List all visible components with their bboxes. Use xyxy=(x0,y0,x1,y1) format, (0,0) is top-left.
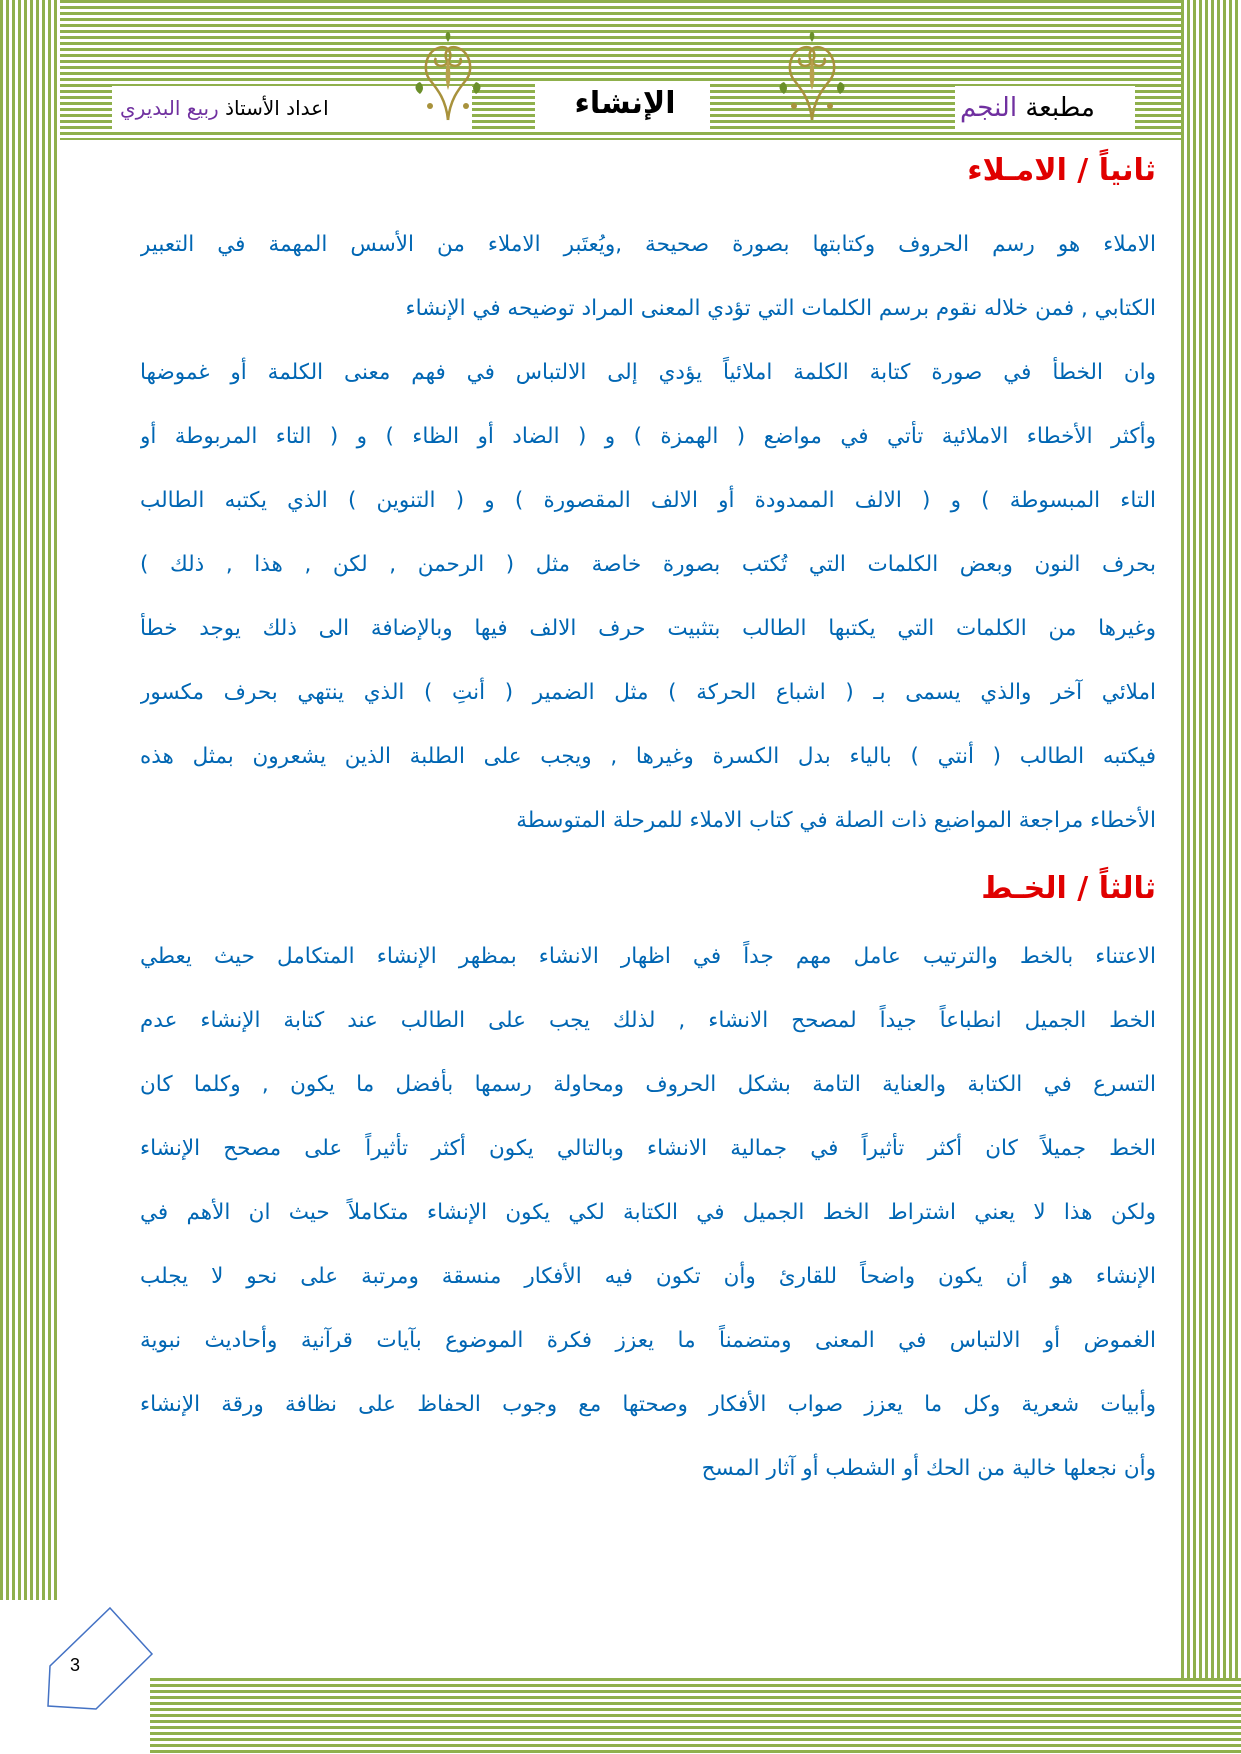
floral-ornament-icon xyxy=(408,30,488,122)
header-author-prefix: اعداد الأستاذ xyxy=(225,96,329,120)
paragraph-line: الاملاء هو رسم الحروف وكتابتها بصورة صحيحة ,ويُعتَبر الاملاء من الأسس المهمة في التعبير xyxy=(140,232,1156,257)
page-number-badge xyxy=(40,1606,155,1711)
header-author xyxy=(120,96,329,120)
paragraph-line: وان الخطأ في صورة كتابة الكلمة املائياً يؤدي إلى الالتباس في فهم معنى الكلمة أو غموضها xyxy=(140,360,1156,385)
paragraph-line: املائي آخر والذي يسمى بـ ( اشباع الحركة ) مثل الضمير ( أنتِ ) الذي ينتهي بحرف مكسور xyxy=(140,680,1156,705)
paragraph-imla xyxy=(140,213,1156,853)
paragraph-line: ولكن هذا لا يعني اشتراط الخط الجميل في الكتابة لكي يكون الإنشاء متكاملاً حيث ان الأهم في xyxy=(140,1200,1156,1225)
right-border-band xyxy=(1181,0,1241,1754)
paragraph-line: التسرع في الكتابة والعناية التامة بشكل الحروف ومحاولة رسمها بأفضل ما يكون , وكلما كان xyxy=(140,1072,1156,1097)
paragraph-line: الإنشاء هو أن يكون واضحاً للقارئ وأن تكون فيه الأفكار منسقة ومرتبة على نحو لا يجلب xyxy=(140,1264,1156,1289)
paragraph-line: التاء المبسوطة ) و ( الالف الممدودة أو الالف المقصورة ) و ( التنوين ) الذي يكتبه الطالب xyxy=(140,488,1156,513)
paragraph-line: وأن نجعلها خالية من الحك أو الشطب أو آثار المسح xyxy=(701,1456,1156,1481)
header-press-name: النجم xyxy=(960,93,1018,123)
left-border-band xyxy=(0,0,60,1600)
paragraph-line: وأبيات شعرية وكل ما يعزز صواب الأفكار وصحتها مع وجوب الحفاظ على نظافة ورقة الإنشاء xyxy=(140,1392,1156,1417)
paragraph-line: الغموض أو الالتباس في المعنى ومتضمناً ما يعزز فكرة الموضوع بآيات قرآنية وأحاديث نبوية xyxy=(140,1328,1156,1353)
page-number: 3 xyxy=(70,1655,81,1675)
paragraph-line: الاعتناء بالخط والترتيب عامل مهم جداً في اظهار الانشاء بمظهر الإنشاء المتكامل حيث يعطي xyxy=(140,944,1156,969)
page-title: الإنشاء xyxy=(574,86,676,121)
paragraph-khat xyxy=(140,925,1156,1501)
header-press-prefix: مطبعة xyxy=(1025,93,1095,123)
paragraph-line: بحرف النون وبعض الكلمات التي تُكتب بصورة خاصة مثل ( الرحمن , لكن , هذا , ذلك ) xyxy=(140,552,1156,577)
floral-ornament-icon xyxy=(772,30,852,122)
paragraph-line: وأكثر الأخطاء الاملائية تأتي في مواضع ( الهمزة ) و ( الضاد أو الظاء ) و ( التاء المربوطة أو xyxy=(140,424,1156,449)
bottom-border-band xyxy=(150,1678,1241,1754)
document-body xyxy=(140,145,1156,1501)
paragraph-line: فيكتبه الطالب ( أنتي ) بالياء بدل الكسرة وغيرها , ويجب على الطلبة الذين يشعرون بمثل هذه xyxy=(140,744,1156,769)
paragraph-line: الأخطاء مراجعة المواضيع ذات الصلة في كتاب الاملاء للمرحلة المتوسطة xyxy=(516,808,1156,833)
paragraph-line: وغيرها من الكلمات التي يكتبها الطالب بتثبيت حرف الالف فيها وبالإضافة الى ذلك يوجد خطأ xyxy=(140,616,1156,641)
section-heading-khat: ثالثاً / الخـط xyxy=(981,871,1156,906)
section-heading-imla: ثانياً / الامـلاء xyxy=(967,153,1156,188)
paragraph-line: الخط الجميل انطباعاً جيداً لمصحح الانشاء , لذلك يجب على الطالب عند كتابة الإنشاء عدم xyxy=(140,1008,1156,1033)
paragraph-line: الخط جميلاً كان أكثر تأثيراً في جمالية الانشاء وبالتالي يكون أكثر تأثيراً على مصحح الإنشاء xyxy=(140,1136,1156,1161)
header-press xyxy=(960,93,1095,123)
header-author-name: ربيع البديري xyxy=(120,96,219,120)
paragraph-line: الكتابي , فمن خلاله نقوم برسم الكلمات التي تؤدي المعنى المراد توضيحه في الإنشاء xyxy=(405,296,1156,321)
